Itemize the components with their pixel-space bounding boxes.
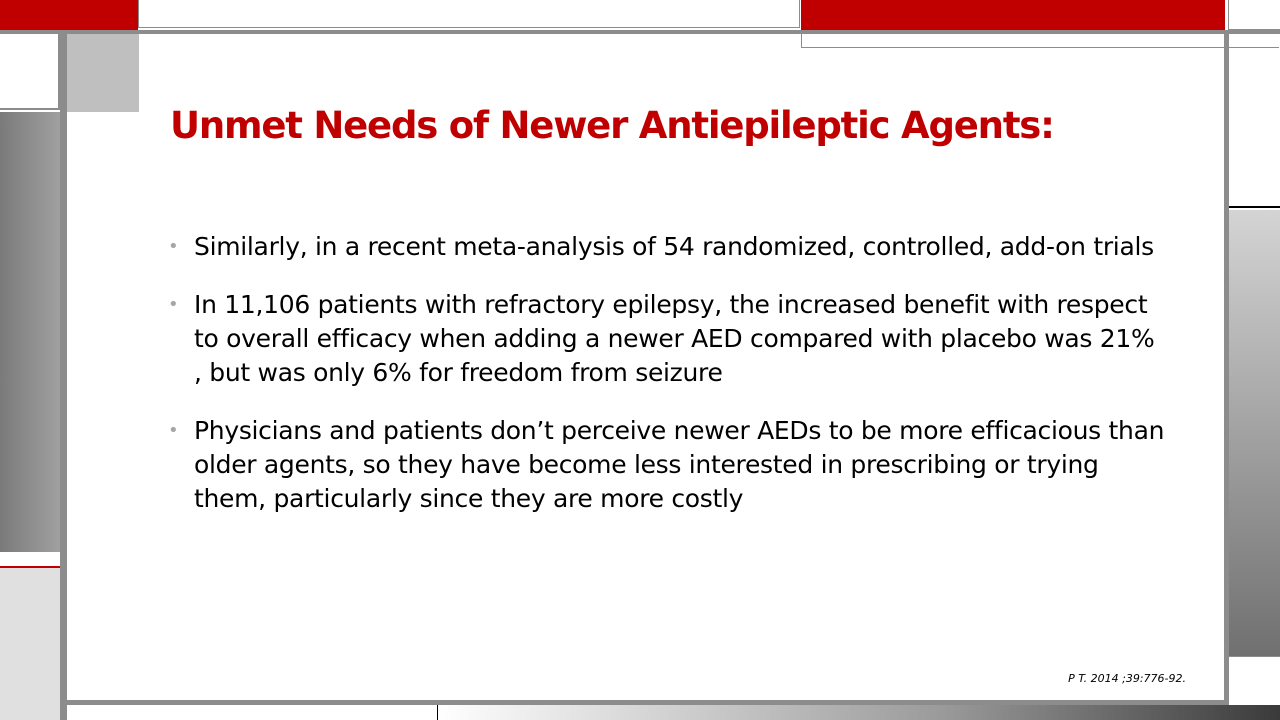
- bullet-list: [168, 230, 1168, 540]
- bullet-text: Physicians and patients don’t perceive newer AEDs to be more efficacious than older agents, so they have become less interested in prescribing or trying them, particularly since they are more costly: [194, 416, 1165, 513]
- bullet-text: In 11,106 patients with refractory epilepsy, the increased benefit with respect to overall efficacy when adding a newer AED compared with placebo was 21% , but was only 6% for freedom from seizure: [194, 290, 1155, 387]
- top-left-red-bar: [0, 0, 138, 30]
- bullet-dot-icon: •: [168, 236, 179, 257]
- bullet-dot-icon: •: [168, 420, 179, 441]
- bullet-item-refractory-epilepsy: [168, 288, 1168, 390]
- bullet-item-meta-analysis: [168, 230, 1168, 264]
- top-far-right-outline: [1228, 0, 1280, 30]
- bottom-right-gradient-bar: [438, 705, 1280, 720]
- left-light-gray-block: [67, 34, 139, 112]
- top-frame-line: [0, 30, 1280, 34]
- right-top-outline-box: [1229, 48, 1280, 208]
- citation: P T. 2014 ;39:776-92.: [1068, 672, 1186, 685]
- right-gray-bar: [1229, 210, 1280, 656]
- top-center-outline-box: [138, 0, 800, 28]
- bullet-item-physicians-perception: [168, 414, 1168, 516]
- bullet-text: Similarly, in a recent meta-analysis of 54 randomized, controlled, add-on trials: [194, 232, 1154, 261]
- left-frame-line: [60, 34, 67, 720]
- slide-title: Unmet Needs of Newer Antiepileptic Agents:: [170, 104, 1054, 147]
- left-top-white-box: [0, 34, 60, 110]
- bottom-left-outline-box: [67, 705, 438, 720]
- bullet-dot-icon: •: [168, 294, 179, 315]
- top-right-red-bar: [801, 0, 1225, 30]
- left-bottom-light-block: [0, 568, 60, 720]
- left-dark-gray-bar: [0, 112, 60, 552]
